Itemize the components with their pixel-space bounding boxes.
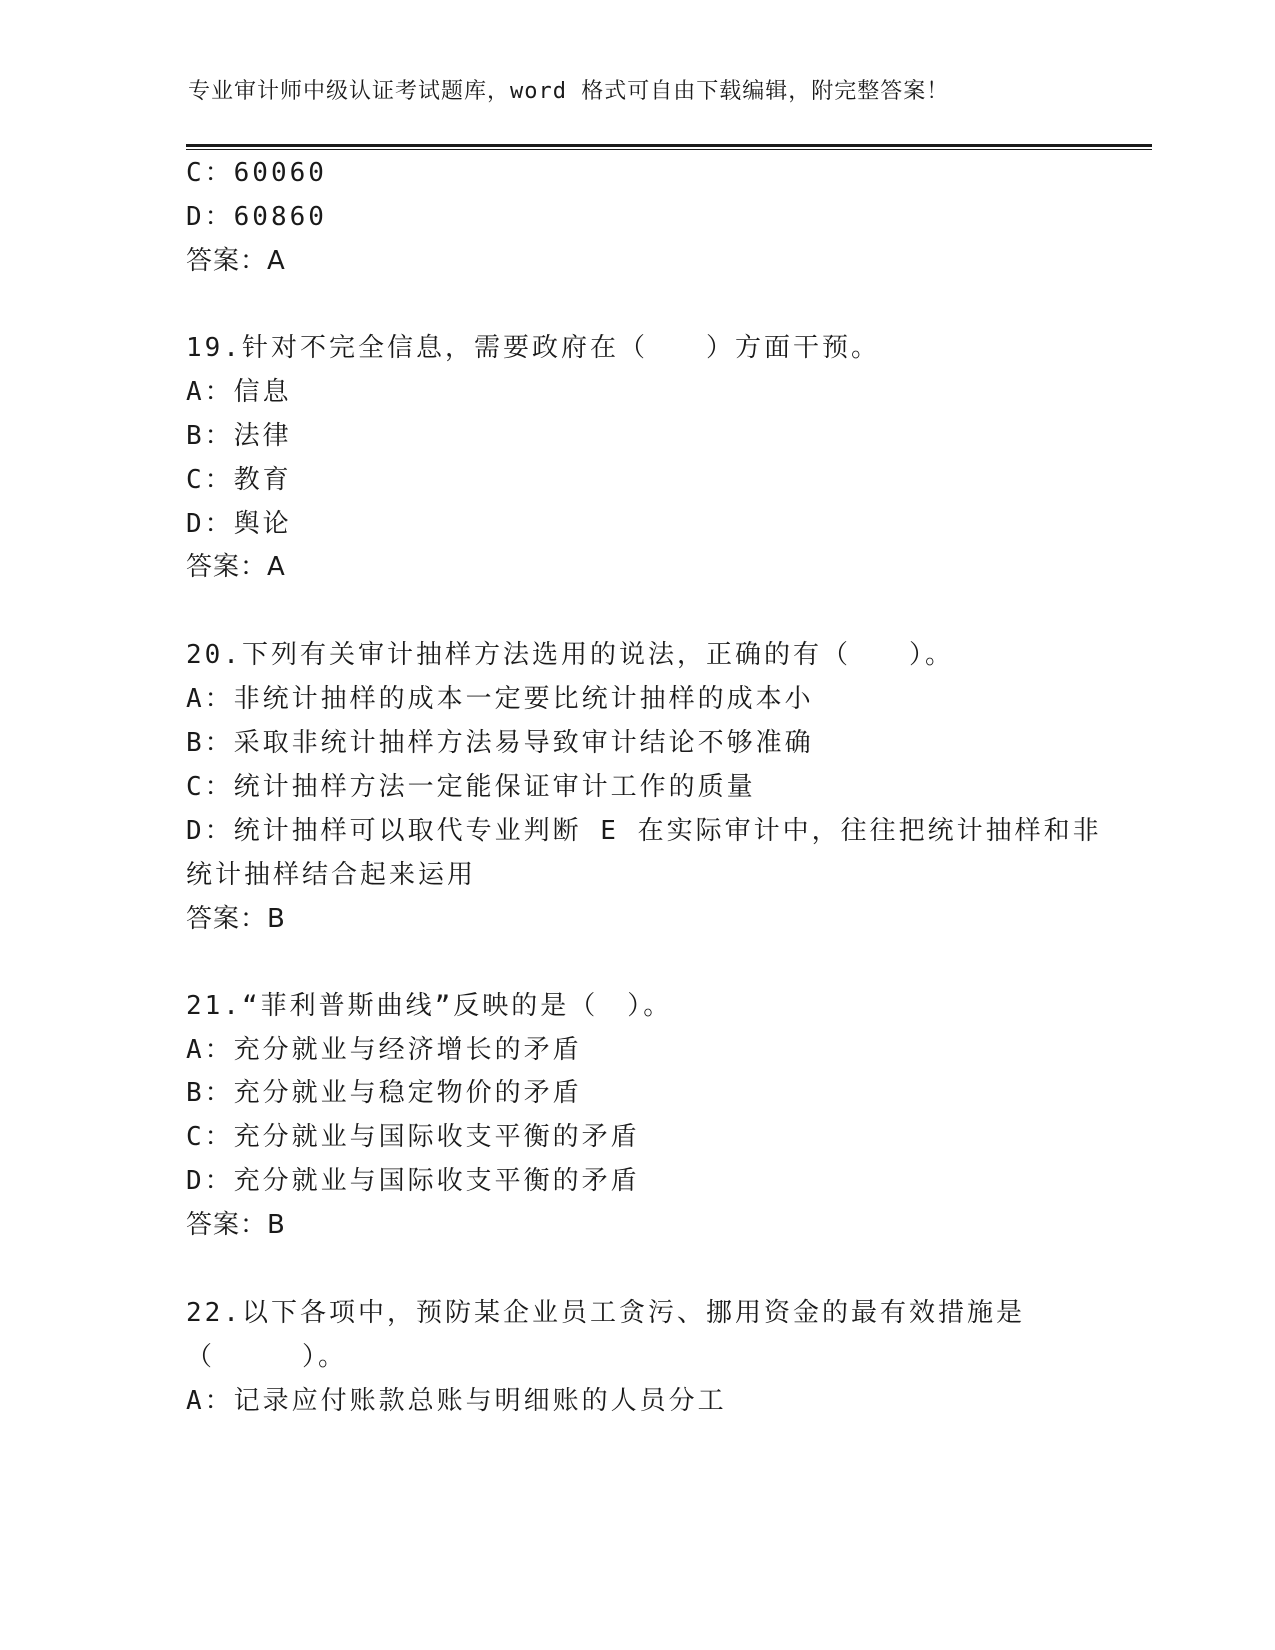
option-d: D：统计抽样可以取代专业判断 E 在实际审计中，往往把统计抽样和非 [186,816,1102,846]
answer: 答案：B [186,1210,286,1240]
answer: 答案：A [186,552,286,582]
answer: 答案：B [186,904,286,934]
option-d: D：60860 [186,202,327,232]
question-stem: 21.“菲利普斯曲线”反映的是（ ）。 [186,991,673,1021]
option-d-continued: 统计抽样结合起来运用 [186,860,477,890]
option-d: D：充分就业与国际收支平衡的矛盾 [186,1166,640,1196]
option-a: A：充分就业与经济增长的矛盾 [186,1035,582,1065]
option-c: C：统计抽样方法一定能保证审计工作的质量 [186,772,756,802]
option-c: C：60060 [186,158,327,188]
option-a: A：非统计抽样的成本一定要比统计抽样的成本小 [186,684,814,714]
option-b: B：采取非统计抽样方法易导致审计结论不够准确 [186,728,814,758]
option-b: B：充分就业与稳定物价的矛盾 [186,1078,582,1108]
answer: 答案：A [186,246,286,276]
question-stem: 22.以下各项中，预防某企业员工贪污、挪用资金的最有效措施是 [186,1298,1025,1328]
page-header: 专业审计师中级认证考试题库，word 格式可自由下载编辑，附完整答案！ [188,79,950,104]
option-c: C：充分就业与国际收支平衡的矛盾 [186,1122,640,1152]
option-a: A：记录应付账款总账与明细账的人员分工 [186,1386,727,1416]
option-a: A：信息 [186,377,292,407]
option-c: C：教育 [186,465,292,495]
header-rule [186,144,1152,150]
question-stem-continued: （ ）。 [186,1342,348,1372]
option-d: D：舆论 [186,509,292,539]
question-stem: 19.针对不完全信息，需要政府在（ ）方面干预。 [186,333,880,363]
option-b: B：法律 [186,421,292,451]
question-stem: 20.下列有关审计抽样方法选用的说法，正确的有（ ）。 [186,640,954,670]
